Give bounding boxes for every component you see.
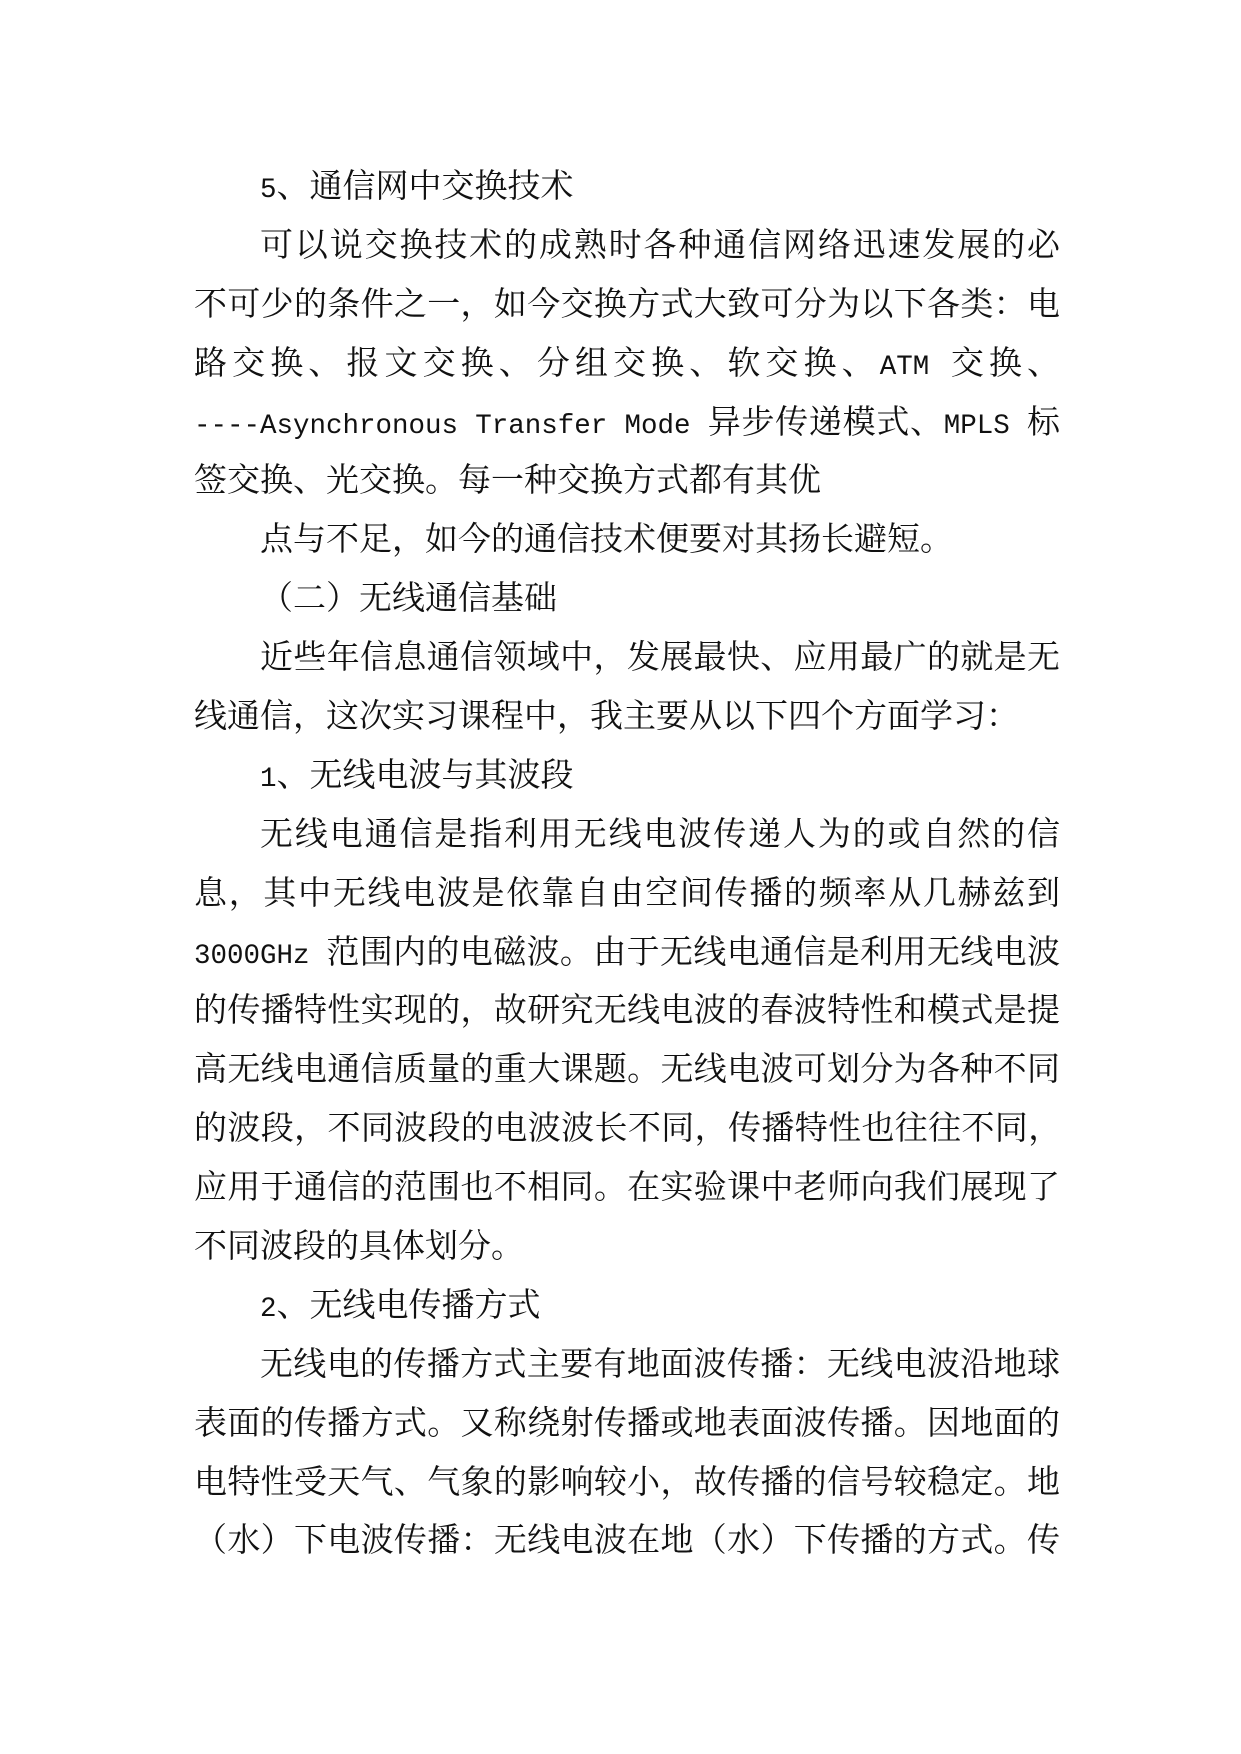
heading-propagation-modes: 2、无线电传播方式 (260, 1284, 541, 1325)
paragraph-switching-summary (194, 510, 1060, 569)
paragraph-line: 表面的传播方式。又称绕射传播或地表面波传播。因地面的 (194, 1402, 1060, 1442)
heading-wireless-basics: （二）无线通信基础 (260, 578, 557, 618)
latin-text-run: ----Asynchronous Transfer Mode (194, 410, 708, 442)
paragraph-radio-waves (194, 805, 1060, 1276)
paragraph-line: 3000GHz 范围内的电磁波。由于无线电通信是利用无线电波 (194, 931, 1060, 972)
paragraph-wireless-intro (194, 628, 1060, 746)
paragraph-line: 不同波段的具体划分。 (194, 1226, 524, 1266)
paragraph-propagation (194, 1335, 1060, 1571)
heading-switching-technology: 5、通信网中交换技术 (260, 166, 574, 206)
paragraph-line: 的传播特性实现的，故研究无线电波的春波特性和模式是提 (194, 990, 1060, 1030)
paragraph-line: 应用于通信的范围也不相同。在实验课中老师向我们展现了 (194, 1167, 1060, 1207)
latin-text-run: 2 (260, 1293, 277, 1325)
paragraph-line: 的波段，不同波段的电波波长不同，传播特性也往往不同， (194, 1108, 1060, 1148)
latin-text-run: 3000GHz (194, 940, 327, 972)
paragraph-line: ----Asynchronous Transfer Mode 异步传递模式、MPLS 标 (194, 401, 1061, 442)
paragraph-line: 可以说交换技术的成熟时各种通信网络迅速发展的必 (260, 224, 1060, 264)
paragraph-line: 无线电通信是指利用无线电波传递人为的或自然的信 (260, 813, 1060, 853)
latin-text-run: MPLS (943, 410, 1028, 442)
paragraph-line: （水）下电波传播：无线电波在地（水）下传播的方式。传 (194, 1520, 1060, 1560)
paragraph-line: 不可少的条件之一，如今交换方式大致可分为以下各类：电 (194, 283, 1060, 323)
paragraph-line: 高无线电通信质量的重大课题。无线电波可划分为各种不同 (194, 1049, 1060, 1089)
latin-text-run: 5 (260, 175, 277, 206)
latin-text-run: 1 (260, 763, 277, 795)
paragraph-line: 线通信，这次实习课程中，我主要从以下四个方面学习： (194, 696, 1019, 736)
heading-radio-waves: 1、无线电波与其波段 (260, 754, 574, 795)
paragraph-line: 近些年信息通信领域中，发展最快、应用最广的就是无 (260, 637, 1060, 677)
paragraph-line: 路交换、报文交换、分组交换、软交换、ATM 交换、 (194, 342, 1061, 383)
paragraph-line: 电特性受天气、气象的影响较小，故传播的信号较稳定。地 (194, 1461, 1060, 1501)
paragraph-line: 签交换、光交换。每一种交换方式都有其优 (194, 460, 821, 500)
paragraph-line: 息，其中无线电波是依靠自由空间传播的频率从几赫兹到 (194, 872, 1060, 912)
paragraph-line: 点与不足，如今的通信技术便要对其扬长避短。 (260, 519, 953, 559)
document-body (194, 157, 1060, 1570)
paragraph-switching-types (194, 216, 1060, 510)
paragraph-line: 无线电的传播方式主要有地面波传播：无线电波沿地球 (260, 1343, 1060, 1383)
latin-text-run: ATM (879, 351, 951, 383)
